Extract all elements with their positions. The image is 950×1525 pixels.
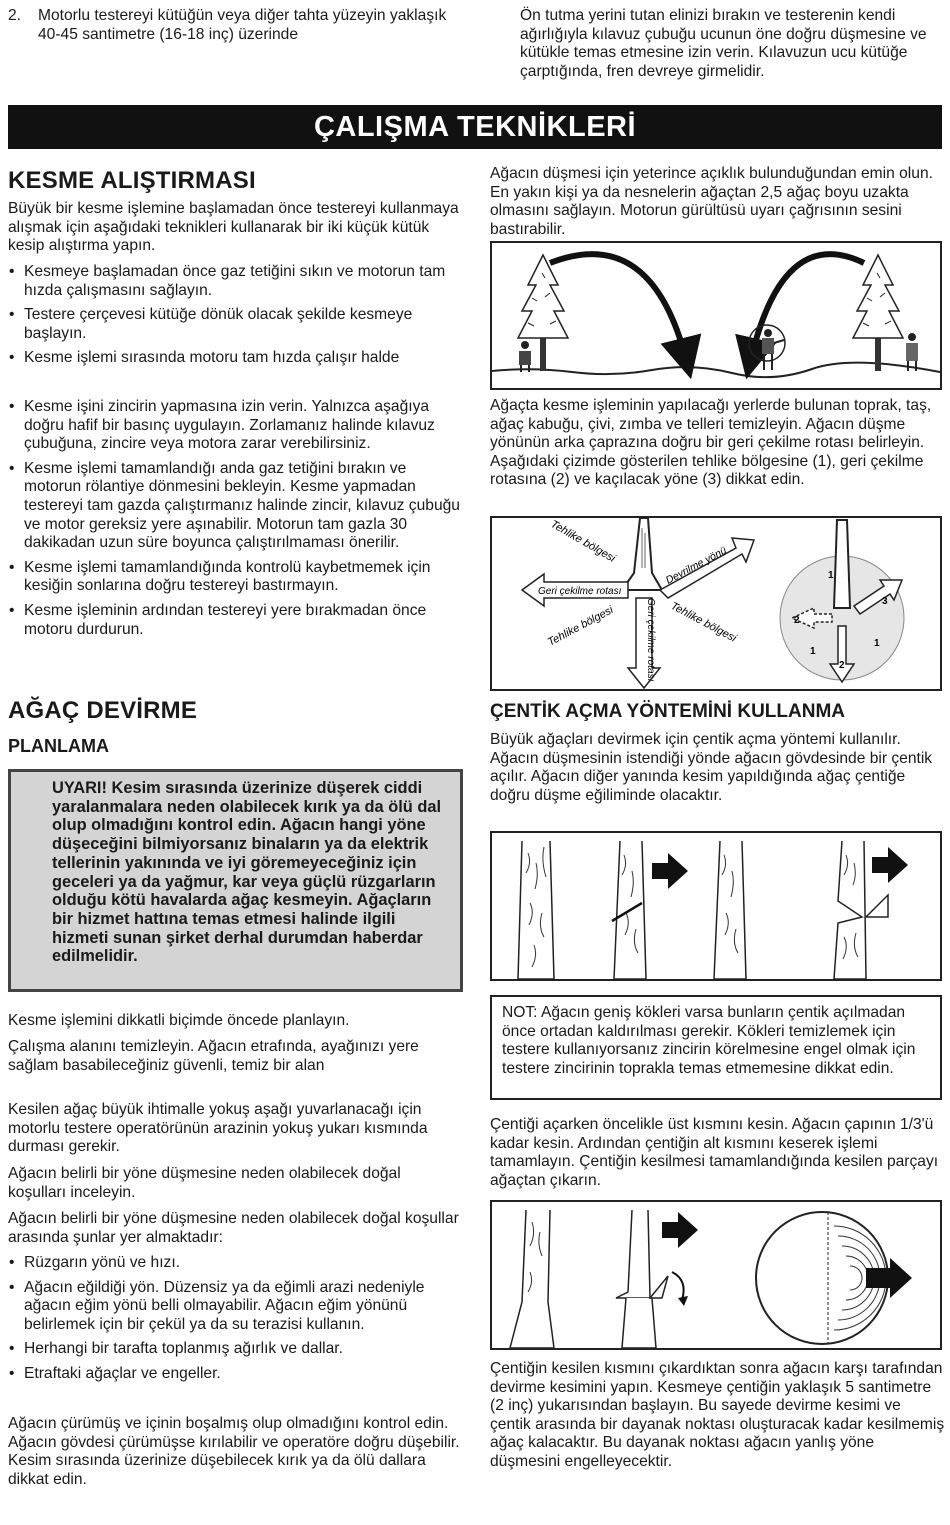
notch-wedge-icon <box>866 895 888 917</box>
retreat-route-label-down: Geri çekilme rotası <box>645 598 656 682</box>
trunk-step-1 <box>518 841 554 979</box>
note-text: NOT: Ağacın geniş kökleri varsa bunların çentik açılmadan önce ortadan kaldırılması gerekir. Kökleri temizlemek için testere kullanıyorsanız zincirin körelmesine engel olmak için testere zincirinin toprakla temas etmemesine dikkat edin. <box>502 1004 916 1077</box>
retreat-route-diagram <box>490 516 942 691</box>
warning-text: UYARI! Kesim sırasında üzerinize düşerek ciddi yaralanmalara neden olabilecek kırık ya da ölü dal olup olmadığını kontrol edin. Ağacın hangi yöne düşeceğini bilmiyorsanız binaların ya da elektrik tellerinin yakınında ve iyi göremeyeceğiniz için geceleri ya da yağmur, kar veya güçlü rüzgarların olduğu kötü havalarda ağaç kesmeyin. Ağaçların bir hizmet hattına temas etmesi halinde ilgili hizmeti sunan şirket derhal durumdan haberdar edilmelidir. <box>52 779 442 966</box>
step-3-continuation-text: Ön tutma yerini tutan elinizi bırakın ve testerenin kendi ağırlığıyla kılavuz çubuğu ucunun öne doğru düşmesine ve kütükle temas etmesine izin verin. Kılavuzun ucu kütüğe çarptığında, fren devreye girmelidir. <box>520 7 927 80</box>
felling-cut-paragraph: Çentiğin kesilen kısmını çıkardıktan sonra ağacın karşı tarafından devirme kesimini yapın. Kesmeye çentiğin yaklaşık 5 santimetre (2 inç) yukarısından başlayın. Bu sayede devirme kesimi ve çentik arasında bir dayanak noktası oluşturacak kadar kesilmemiş ağaç kalacaktır. Bu dayanak noktası ağacın yanlış yöne düşmesini engelleyecektir. <box>490 1360 945 1470</box>
practice-bullet: • Kesme işlemi tamamlandığı anda gaz tetiğini bırakın ve motorun rölantiye dönmesini bekleyin. Kesme yapmadan testereyi tam gazda çalıştırmanız halinde zincir, kılavuz çubuğu ve motor gereksiz yere aşınabilir. Motorun tam gazla 30 dakikadan uzun süre boyunca çalıştırılmaması önerilir. <box>8 460 463 553</box>
agac-devirme-heading: AĞAÇ DEVİRME <box>8 697 198 724</box>
planning-paragraph-1: Kesme işlemini dikkatli biçimde öncede planlayın. <box>8 1012 350 1029</box>
practice-bullet: • Kesme işleminin ardından testereyi yere bırakmadan önce motoru durdurun. <box>8 602 463 639</box>
centik-acma-heading: ÇENTİK AÇMA YÖNTEMİNİ KULLANMA <box>490 701 845 722</box>
retreat-arrow-down <box>628 598 660 688</box>
planning-paragraph-2: Çalışma alanını temizleyin. Ağacın etrafında, ayağınızı yere sağlam basabileceğiniz güvenli, temiz bir alan <box>8 1038 419 1074</box>
direction-arrow-icon <box>652 853 688 889</box>
label-3: 3 <box>882 596 888 607</box>
tree-distance-illustration <box>490 241 942 390</box>
danger-zone-label-left: Tehlike bölgesi <box>545 604 616 649</box>
practice-bullet: • Kesme işlemi tamamlandığında kontrolü kaybetmemek için kesiğin sonlarına doğru testereyi bastırmayın. <box>8 559 463 596</box>
note-box <box>490 995 942 1100</box>
danger-zone-label-top: Tehlike bölgesi <box>548 518 618 565</box>
label-1-top: 1 <box>828 570 834 581</box>
kesme-intro-paragraph: Büyük bir kesme işlemine başlamadan önce testereyi kullanmaya alışmak için aşağıdaki teknikleri kullanarak bir iki küçük kütük kesip alıştırma yapın. <box>8 200 459 255</box>
label-2-down: 2 <box>839 660 845 671</box>
item-number: 2. <box>8 7 22 24</box>
notch-method-paragraph: Büyük ağaçları devirmek için çentik açma yöntemi kullanılır. Ağacın düşmesinin istendiği yönde ağacın gövdesinde bir çentik açılır. Ağacın diğer yanında kesim yapıldığında ağaç çentiğe doğru düşme eğiliminde olacaktır. <box>490 731 933 804</box>
planning-paragraph-6: Ağacın çürümüş ve içinin boşalmış olup olmadığını kontrol edin. Ağacın gövdesi çürümüşse kırılabilir ve operatöre doğru düşebilir. Kesim sırasında üzerinize düşebilecek kırık ya da ölü dallara dikkat edin. <box>8 1415 460 1488</box>
kesme-alistirmasi-heading: KESME ALIŞTIRMASI <box>8 167 256 194</box>
retreat-route-paragraph: Ağaçta kesme işleminin yapılacağı yerlerde bulunan toprak, taş, ağaç kabuğu, çivi, zımba ve telleri temizleyin. Ağacın düşme yönünün arka çaprazına doğru bir geri çekilme rotası belirleyin. Aşağıdaki çizimde gösterilen tehlike bölgesine (1), geri çekilme rotasına (2) ve kaçılacak yöne (3) dikkat edin. <box>490 397 932 489</box>
step-2-text: Motorlu testereyi kütüğün veya diğer tahta yüzeyin yaklaşık 40-45 santimetre (16-18 inç) üzerinde <box>38 7 447 43</box>
section-banner <box>8 105 942 149</box>
planning-paragraph-5: Ağacın belirli bir yöne düşmesine neden olabilecek doğal koşullar arasında şunlar yer almaktadır: <box>8 1210 459 1246</box>
practice-bullet: • Kesme işini zincirin yapmasına izin verin. Yalnızca aşağıya doğru hafif bir basınç uygulayın. Zorlamanız halinde kılavuz çubuğuna, zincire veya motora zarar verebilirsiniz. <box>8 398 463 454</box>
warning-box <box>8 769 463 992</box>
planning-paragraph-4: Ağacın belirli bir yöne düşmesine neden olabilecek doğal koşulları inceleyin. <box>8 1165 401 1201</box>
left-person-icon <box>519 341 531 372</box>
banner-title: ÇALIŞMA TEKNİKLERİ <box>313 111 637 143</box>
practice-bullet: • Testere çerçevesi kütüğe dönük olacak şekilde kesmeye başlayın. <box>8 306 463 343</box>
practice-bullet-list-2 <box>8 398 463 639</box>
trunk-step-3 <box>714 841 746 979</box>
condition-bullet: • Ağacın eğildiği yön. Düzensiz ya da eğimli arazi nedeniyle ağacın eğim yönü belli olmayabilir. Ağacın eğim yönünü belirlemek için bir çekül ya da su terazisi kullanın. <box>8 1279 463 1335</box>
notch-cut-paragraph: Çentiği açarken öncelikle üst kısmını kesin. Ağacın çapının 1/3'ü kadar kesin. Ardından çentiğin alt kısmını keserek işlemi tamamlayın. Çentiğin kesilmesi tamamlandığında kesilen parçayı ağaçtan çıkarın. <box>490 1116 939 1189</box>
condition-bullet: • Rüzgarın yönü ve hızı. <box>8 1254 463 1273</box>
danger-zone-label-right: Tehlike bölgesi <box>668 600 739 645</box>
condition-bullet: • Herhangi bir tarafta toplanmış ağırlık ve dallar. <box>8 1340 463 1359</box>
top-view-circle <box>780 520 904 682</box>
practice-bullet: • Kesmeye başlamadan önce gaz tetiğini sıkın ve motorun tam hızda çalışmasını sağlayın. <box>8 263 463 300</box>
practice-bullet-list-1 <box>8 263 463 368</box>
fall-direction-arrow <box>660 538 754 598</box>
retreat-route-label-left: Geri çekilme rotası <box>538 586 622 597</box>
direction-arrow-icon <box>662 1212 698 1248</box>
right-tree-icon <box>853 255 903 371</box>
planlama-heading: PLANLAMA <box>8 736 109 756</box>
felling-cut-illustration <box>490 1200 942 1350</box>
right-person-icon <box>906 333 918 371</box>
planning-paragraph-3: Kesilen ağaç büyük ihtimalle yokuş aşağı yuvarlanacağı için motorlu testere operatörünün arazinin yokuş yukarı kısmında durması gerekir. <box>8 1101 428 1156</box>
label-1-right: 1 <box>874 638 880 649</box>
trunk-notch-icon <box>616 1210 650 1298</box>
condition-bullet: • Etraftaki ağaçlar ve engeller. <box>8 1365 463 1384</box>
natural-conditions-list <box>8 1254 463 1384</box>
retreat-arrow-left <box>522 574 628 606</box>
trunk-icon <box>622 518 662 590</box>
direction-arrow-icon <box>872 847 908 883</box>
clearance-paragraph: Ağacın düşmesi için yeterince açıklık bulunduğundan emin olun. En yakın kişi ya da nesnelerin ağaçtan 2,5 ağaç boyu uzakta olmasını sağlayın. Motorun gürültüsü uyarı çağrısının sesini bastırabilir. <box>490 165 933 238</box>
trunk-step-4 <box>834 841 866 979</box>
notch-sequence-illustration <box>490 831 942 981</box>
label-1-left: 1 <box>810 646 816 657</box>
label-2-left: 2 <box>794 615 800 626</box>
practice-bullet: • Kesme işlemi sırasında motoru tam hızda çalışır halde <box>8 349 463 368</box>
fall-direction-label: Devrilme yönü <box>663 544 729 587</box>
